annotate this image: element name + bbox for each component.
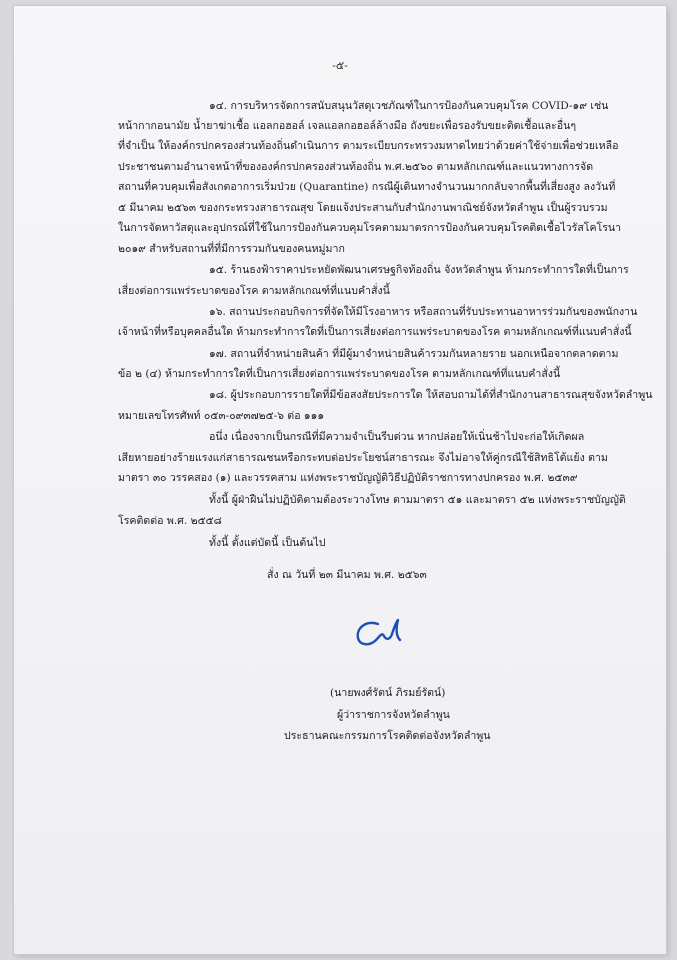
handwritten-signature [348, 610, 412, 652]
urgency-clause-line-2: เสียหายอย่างร้ายแรงแก่สาธารณชนหรือกระทบต่อประโยชน์สาธารณะ จึงไม่อาจให้คู่กรณีใช้สิทธิโต้แย้ง ตาม [118, 452, 608, 464]
paragraph-14-line-5: สถานที่ควบคุมเพื่อสังเกตอาการเริ่มป่วย (Quarantine) กรณีผู้เดินทางจำนวนมากกลับจากพื้นที่เสี่ยงสูง ลงวันที่ [118, 181, 616, 193]
paragraph-14-line-8: ๒๐๑๙ สำหรับสถานที่ที่มีการรวมกันของคนหมู่มาก [118, 243, 345, 255]
order-date: สั่ง ณ วันที่ ๒๓ มีนาคม พ.ศ. ๒๕๖๓ [267, 569, 427, 581]
paragraph-17-line-1: ๑๗. สถานที่จำหน่ายสินค้า ที่มีผู้มาจำหน่ายสินค้ารวมกันหลายราย นอกเหนือจากตลาดตาม [209, 348, 619, 360]
paragraph-17-line-2: ข้อ ๒ (๔) ห้ามกระทำการใดที่เป็นการเสี่ยงต่อการแพร่ระบาดของโรค ตามหลักเกณฑ์ที่แนบคำสั่งนี้ [118, 368, 561, 380]
document-page [14, 6, 666, 954]
penalty-clause-line-2: โรคติดต่อ พ.ศ. ๒๕๕๘ [118, 515, 222, 527]
paragraph-18-line-2: หมายเลขโทรศัพท์ ๐๕๓-๐๙๓๗๒๕-๖ ต่อ ๑๑๑ [118, 410, 325, 422]
effective-statement: ทั้งนี้ ตั้งแต่บัดนี้ เป็นต้นไป [209, 537, 326, 549]
page-number: -๕- [332, 59, 348, 72]
paragraph-14-line-2: หน้ากากอนามัย น้ำยาฆ่าเชื้อ แอลกอฮอล์ เจลแอลกอฮอล์ล้างมือ ถังขยะเพื่อรองรับขยะติดเชื้อและอื่นๆ [118, 120, 577, 132]
penalty-clause-line-1: ทั้งนี้ ผู้ฝ่าฝืนไม่ปฏิบัติตามต้องระวางโทษ ตามมาตรา ๕๑ และมาตรา ๕๒ แห่งพระราชบัญญัติ [209, 494, 626, 506]
signatory-committee: ประธานคณะกรรมการโรคติดต่อจังหวัดลำพูน [284, 730, 491, 742]
paragraph-16-line-2: เจ้าหน้าที่หรือบุคคลอื่นใด ห้ามกระทำการใดที่เป็นการเสี่ยงต่อการแพร่ระบาดของโรค ตามหลักเกณฑ์ที่แนบคำสั่งนี้ [118, 326, 632, 338]
paragraph-14-line-7: ในการจัดหาวัสดุและอุปกรณ์ที่ใช้ในการป้องกันควบคุมโรคตามมาตรการป้องกันควบคุมโรคติดเชื้อไวรัสโคโรนา [118, 222, 622, 234]
paragraph-14-line-6: ๕ มีนาคม ๒๕๖๓ ของกระทรวงสาธารณสุข โดยแจ้งประสานกับสำนักงานพาณิชย์จังหวัดลำพูน เป็นผู้รวบรวม [118, 202, 608, 214]
paragraph-14-line-3: ที่จำเป็น ให้องค์กรปกครองส่วนท้องถิ่นดำเนินการ ตามระเบียบกระทรวงมหาดไทยว่าด้วยค่าใช้จ่ายเพื่อช่วยเหลือ [118, 140, 619, 152]
urgency-clause-line-1: อนึ่ง เนื่องจากเป็นกรณีที่มีความจำเป็นรีบด่วน หากปล่อยให้เนิ่นช้าไปจะก่อให้เกิดผล [209, 431, 585, 443]
paragraph-15-line-1: ๑๕. ร้านธงฟ้าราคาประหยัดพัฒนาเศรษฐกิจท้องถิ่น จังหวัดลำพูน ห้ามกระทำการใดที่เป็นการ [209, 264, 629, 276]
signatory-position: ผู้ว่าราชการจังหวัดลำพูน [337, 709, 450, 721]
signatory-name: (นายพงศ์รัตน์ ภิรมย์รัตน์) [330, 687, 446, 699]
paragraph-18-line-1: ๑๘. ผู้ประกอบการรายใดที่มีข้อสงสัยประการใด ให้สอบถามได้ที่สำนักงานสาธารณสุขจังหวัดลำพูน [209, 389, 653, 401]
paragraph-16-line-1: ๑๖. สถานประกอบกิจการที่จัดให้มีโรงอาหาร หรือสถานที่รับประทานอาหารร่วมกันของพนักงาน [209, 306, 638, 318]
paragraph-14-line-1: ๑๔. การบริหารจัดการสนับสนุนวัสดุเวชภัณฑ์ในการป้องกันควบคุมโรค COVID-๑๙ เช่น [209, 100, 609, 112]
paragraph-15-line-2: เสี่ยงต่อการแพร่ระบาดของโรค ตามหลักเกณฑ์ที่แนบคำสั่งนี้ [118, 285, 390, 297]
paragraph-14-line-4: ประชาชนตามอำนาจหน้าที่ขององค์กรปกครองส่วนท้องถิ่น พ.ศ.๒๕๖๐ ตามหลักเกณฑ์และแนวทางการจัด [118, 161, 594, 173]
urgency-clause-line-3: มาตรา ๓๐ วรรคสอง (๑) และวรรคสาม แห่งพระราชบัญญัติวิธีปฏิบัติราชการทางปกครอง พ.ศ. ๒๕๓๙ [118, 472, 578, 484]
